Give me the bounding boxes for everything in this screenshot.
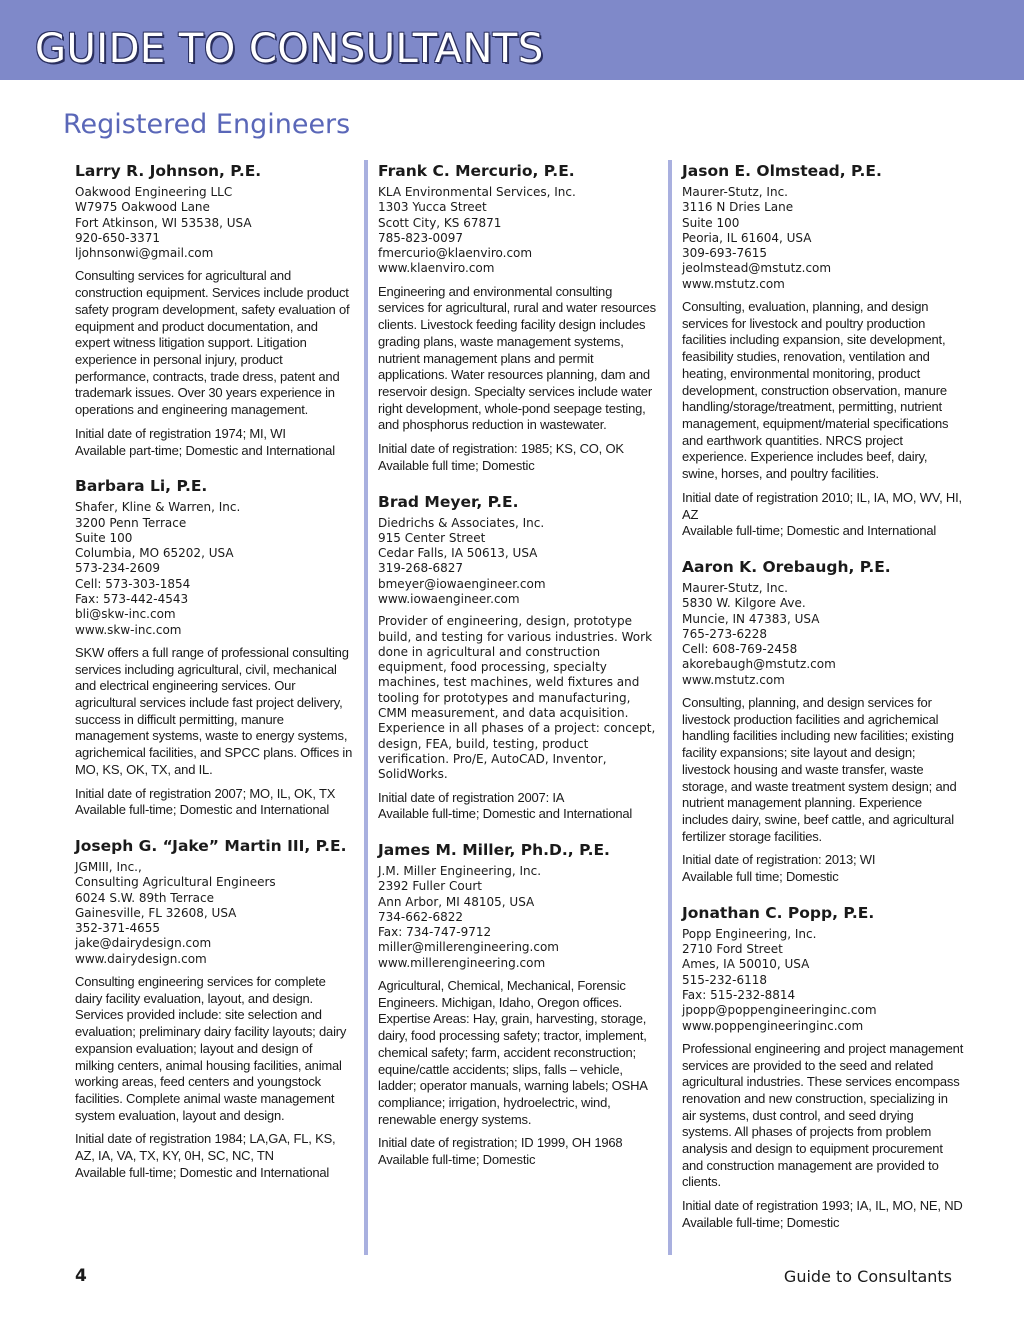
contact-line: J.M. Miller Engineering, Inc. <box>378 863 542 878</box>
section-title: Registered Engineers <box>63 109 351 140</box>
contact-line: 319-268-6827 <box>378 561 464 576</box>
consultant-contact <box>75 185 353 261</box>
contact-line: Muncie, IN 47383, USA <box>682 611 820 626</box>
consultant-contact <box>75 500 353 638</box>
contact-line: 1303 Yucca Street <box>378 200 487 215</box>
contact-line: Suite 100 <box>682 215 740 230</box>
consultant-registration <box>75 426 353 459</box>
contact-line: bmeyer@iowaengineer.com <box>378 576 546 591</box>
contact-line: Maurer-Stutz, Inc. <box>682 185 788 199</box>
registration-line: Available full-time; Domestic and International <box>682 523 937 539</box>
registration-line: Available full-time; Domestic and International <box>378 806 633 822</box>
page-header-title: GUIDE TO CONSULTANTS <box>35 26 544 72</box>
footer-publication-title: Guide to Consultants <box>783 1267 952 1286</box>
column-2 <box>378 160 656 1185</box>
contact-line: Cell: 608-769-2458 <box>682 642 798 657</box>
consultant-contact <box>378 185 656 277</box>
contact-line: Ames, IA 50010, USA <box>682 957 810 972</box>
consultant-entry <box>378 491 656 823</box>
consultant-entry <box>682 556 964 886</box>
consultant-entry <box>75 160 353 459</box>
consultant-name: Jonathan C. Popp, P.E. <box>682 903 875 922</box>
consultant-contact <box>378 864 656 971</box>
registration-line: Initial date of registration 2007; MO, IL, OK, TX <box>75 785 336 801</box>
consultant-name: Brad Meyer, P.E. <box>378 492 519 511</box>
consultant-registration <box>682 1198 964 1231</box>
registration-line: Available full time; Domestic <box>682 869 839 885</box>
contact-line: Cedar Falls, IA 50613, USA <box>378 546 538 561</box>
consultant-entry <box>682 902 964 1232</box>
contact-line: 352-371-4655 <box>75 921 161 936</box>
contact-line: W7975 Oakwood Lane <box>75 200 210 215</box>
contact-line: 2392 Fuller Court <box>378 879 482 894</box>
contact-line: Gainesville, FL 32608, USA <box>75 905 237 920</box>
registration-line: Initial date of registration: 1985; KS, CO, OK <box>378 441 624 457</box>
contact-line: 765-273-6228 <box>682 626 768 641</box>
consultant-name: Frank C. Mercurio, P.E. <box>378 162 575 180</box>
consultant-entry <box>378 160 656 475</box>
contact-line: jpopp@poppengineeringinc.com <box>682 1003 877 1018</box>
contact-line: akorebaugh@mstutz.com <box>682 657 836 672</box>
contact-line: 309-693-7615 <box>682 246 768 261</box>
column-divider <box>364 160 368 1255</box>
contact-line: miller@millerengineering.com <box>378 940 559 955</box>
consultant-contact <box>682 581 964 688</box>
contact-line: www.mstutz.com <box>682 276 785 291</box>
contact-line: Oakwood Engineering LLC <box>75 185 233 199</box>
contact-line: Maurer-Stutz, Inc. <box>682 580 788 595</box>
consultant-registration <box>378 441 656 474</box>
contact-line: www.millerengineering.com <box>378 955 546 970</box>
contact-line: Shafer, Kline & Warren, Inc. <box>75 500 241 515</box>
consultant-description: Provider of engineering, design, prototype build, and testing for various industries. Work done in agricultural and construction equipment, food processing, specialty machines, test machines, weld fixtures and tooling for prototypes and manufacturing, CMM measurement, and data acquisition. Experience in all phases of a project: concept, design, FEA, build, testing, product verification. Pro/E, AutoCAD, Inventor, SolidWorks. <box>378 614 656 782</box>
contact-line: 785-823-0097 <box>378 230 464 245</box>
registration-line: Initial date of registration 2010; IL, IA, MO, WV, HI, AZ <box>682 489 962 522</box>
consultant-description: Consulting, evaluation, planning, and design services for livestock and poultry production facilities including expansion, site development, feasibility studies, renovation, ventilation and heating, environmental monitoring, product development, construction observation, manure handling/storage/treatment, permitting, nutrient management, equipment/material specifications and earthwork quantities. NRCS project experience. Experience includes beef, dairy, swine, horses, and poultry facilities. <box>682 299 949 482</box>
column-1 <box>75 160 353 1197</box>
contact-line: 915 Center Street <box>378 530 486 545</box>
contact-line: www.dairydesign.com <box>75 951 207 966</box>
consultant-description: Agricultural, Chemical, Mechanical, Forensic Engineers. Michigan, Idaho, Oregon offices. Expertise Areas: Hay, grain, harvesting, storage, dairy, food processing safety; tractor, implement, chemical safety; farm, accident reconstruction; equine/cattle accidents; slips, falls – vehicle, ladder; operator manuals, warning labels; OSHA compliance; irrigation, hydroelectric, wind, renewable energy systems. <box>378 978 648 1127</box>
contact-line: www.iowaengineer.com <box>378 592 520 606</box>
consultant-name: Jason E. Olmstead, P.E. <box>682 162 882 180</box>
contact-line: fmercurio@klaenviro.com <box>378 246 533 261</box>
consultant-description: Engineering and environmental consulting services for agricultural, rural and water resources clients. Livestock feeding facility design includes grading plans, waste management systems, nutrient management plans and permit applications. Water resources planning, dam and reservoir design. Specialty services include water right development, whole-pond seepage testing, and phosphorus reduction in wastewater. <box>378 283 656 433</box>
consultant-entry <box>75 475 353 819</box>
registration-line: Initial date of registration: 2013; WI <box>682 852 876 868</box>
contact-line: 573-234-2609 <box>75 561 161 576</box>
contact-line: jake@dairydesign.com <box>75 936 212 951</box>
contact-line: KLA Environmental Services, Inc. <box>378 185 576 199</box>
registration-line: Initial date of registration; ID 1999, OH 1968 <box>378 1135 623 1151</box>
contact-line: jeolmstead@mstutz.com <box>682 261 832 276</box>
column-3 <box>682 160 964 1248</box>
consultant-description: Consulting engineering services for complete dairy facility evaluation, layout, and design. Services provided include: site selection and evaluation; preliminary dairy facility layouts; dairy expansion evaluation; layout and design of milking centers, animal housing facilities, animal working areas, feed centers and youngstock facilities. Complete animal waste management system evaluation, layout and design. <box>75 974 347 1123</box>
registration-line: Initial date of registration 2007: IA <box>378 789 565 805</box>
contact-line: JGMIII, Inc., <box>75 859 142 874</box>
contact-line: www.skw-inc.com <box>75 622 182 637</box>
consultant-name: Aaron K. Orebaugh, P.E. <box>682 557 891 576</box>
contact-line: www.poppengineeringinc.com <box>682 1018 864 1033</box>
consultant-registration <box>75 1131 353 1181</box>
contact-line: Columbia, MO 65202, USA <box>75 546 234 561</box>
registration-line: Available full-time; Domestic <box>378 1152 536 1168</box>
contact-line: Cell: 573-303-1854 <box>75 576 191 591</box>
registration-line: Available part-time; Domestic and International <box>75 442 335 458</box>
registration-line: Available full time; Domestic <box>378 457 535 473</box>
contact-line: Ann Arbor, MI 48105, USA <box>378 894 535 909</box>
consultant-name: James M. Miller, Ph.D., P.E. <box>378 840 610 859</box>
consultant-entry <box>682 160 964 540</box>
contact-line: Suite 100 <box>75 530 133 545</box>
consultant-registration <box>378 1135 656 1168</box>
registration-line: Available full-time; Domestic and International <box>75 802 330 818</box>
contact-line: 734-662-6822 <box>378 909 464 924</box>
consultant-name: Joseph G. “Jake” Martin III, P.E. <box>75 836 347 855</box>
contact-line: Fax: 573-442-4543 <box>75 592 189 606</box>
consultant-contact <box>75 860 353 967</box>
consultant-contact <box>682 185 964 292</box>
consultant-description: SKW offers a full range of professional consulting services including agricultural, civil, mechanical and electrical engineering services. Our agricultural services include fast project delivery, success in difficult permitting, manure management systems, waste to energy systems, agrichemical facilities, and SPCC plans. Offices in MO, KS, OK, TX, and IL. <box>75 644 353 777</box>
contact-line: Consulting Agricultural Engineers <box>75 875 276 890</box>
consultant-contact <box>378 516 656 608</box>
consultant-registration <box>378 790 656 823</box>
contact-line: Diedrichs & Associates, Inc. <box>378 515 545 530</box>
contact-line: Popp Engineering, Inc. <box>682 926 817 941</box>
contact-line: 3200 Penn Terrace <box>75 515 187 530</box>
contact-line: www.klaenviro.com <box>378 261 495 276</box>
contact-line: Fax: 734-747-9712 <box>378 925 492 940</box>
contact-line: 920-650-3371 <box>75 230 161 245</box>
consultant-contact <box>682 927 964 1034</box>
consultant-name: Barbara Li, P.E. <box>75 477 208 496</box>
contact-line: ljohnsonwi@gmail.com <box>75 246 214 261</box>
contact-line: Fort Atkinson, WI 53538, USA <box>75 215 252 230</box>
contact-line: www.mstutz.com <box>682 672 785 687</box>
consultant-description: Professional engineering and project management services are provided to the seed and related agricultural industries. These services encompass renovation and new construction, specializing in air systems, dust control, and seed drying systems. All phases of projects from problem analysis and design to equipment procurement and construction management are provided to clients. <box>682 1040 964 1190</box>
column-divider <box>668 160 672 1255</box>
contact-line: 5830 W. Kilgore Ave. <box>682 596 806 611</box>
consultant-description: Consulting, planning, and design services for livestock production facilities and agrichemical handling facilities including new facilities; existing facility expansions; site layout and design; livestock housing and waste transfer, waste storage, and waste treatment system design; and nutrient management planning. Experience includes dairy, swine, beef cattle, and agricultural fertilizer storage facilities. <box>682 695 957 844</box>
contact-line: Fax: 515-232-8814 <box>682 987 796 1002</box>
contact-line: 515-232-6118 <box>682 972 768 987</box>
consultant-entry <box>75 835 353 1182</box>
contact-line: 3116 N Dries Lane <box>682 200 794 215</box>
page-number: 4 <box>75 1266 87 1286</box>
registration-line: Initial date of registration 1974; MI, WI <box>75 425 286 441</box>
header-banner <box>0 0 1024 80</box>
registration-line: Available full-time; Domestic <box>682 1214 840 1230</box>
contact-line: bli@skw-inc.com <box>75 607 176 622</box>
contact-line: Scott City, KS 67871 <box>378 215 502 230</box>
registration-line: Initial date of registration 1993; IA, IL, MO, NE, ND <box>682 1198 963 1214</box>
consultant-description: Consulting services for agricultural and construction equipment. Services include product safety program development, safety evaluation of equipment and product documentation, and expert witness litigation support. Litigation experience in personal injury, product performance, contracts, trade dress, patent and trademark issues. Over 30 years experience in operations and engineering management. <box>75 268 350 418</box>
contact-line: 2710 Ford Street <box>682 942 783 957</box>
consultant-registration <box>682 852 964 885</box>
consultant-registration <box>75 786 353 819</box>
consultant-name: Larry R. Johnson, P.E. <box>75 162 262 180</box>
contact-line: 6024 S.W. 89th Terrace <box>75 890 214 905</box>
contact-line: Peoria, IL 61604, USA <box>682 230 812 245</box>
consultant-registration <box>682 490 964 540</box>
consultant-entry <box>378 839 656 1169</box>
registration-line: Available full-time; Domestic and International <box>75 1164 330 1180</box>
registration-line: Initial date of registration 1984; LA,GA, FL, KS, AZ, IA, VA, TX, KY, 0H, SC, NC, TN <box>75 1131 336 1164</box>
